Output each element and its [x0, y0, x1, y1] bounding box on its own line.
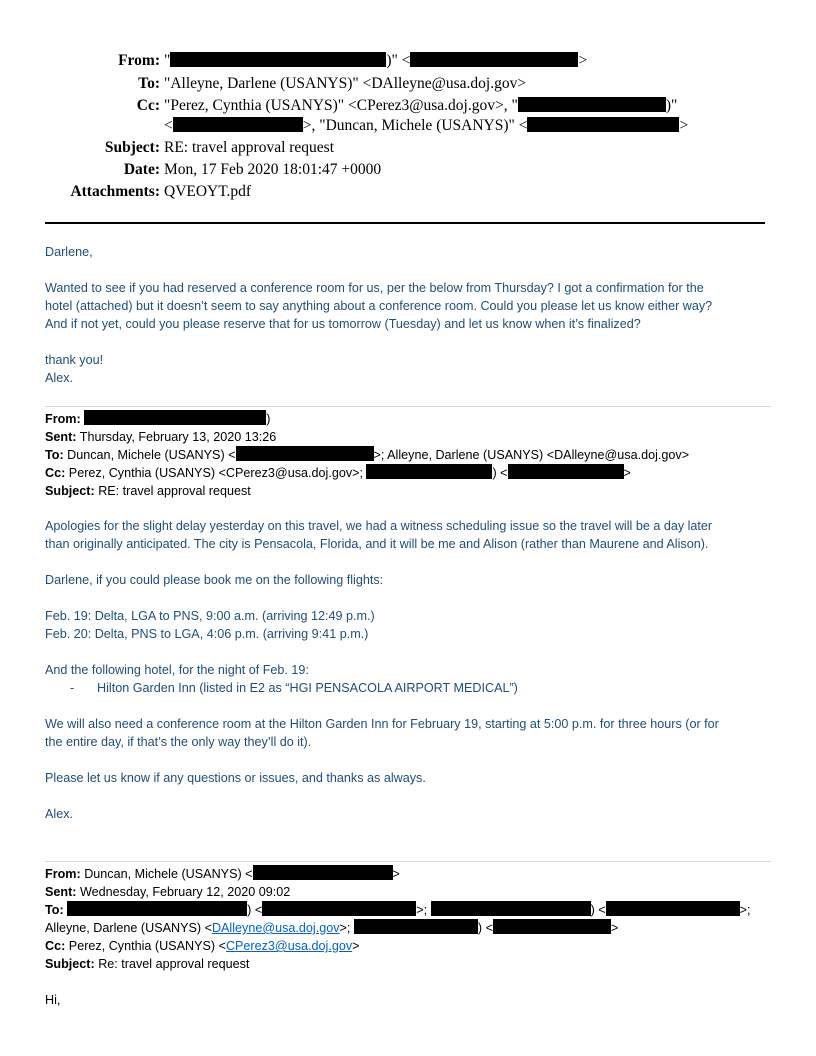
message2-cc-prefix: Perez, Cynthia (USANYS) <CPerez3@usa.doj.gov>; — [68, 466, 363, 480]
message2-to-prefix: Duncan, Michele (USANYS) < — [67, 448, 236, 462]
redaction-box — [508, 464, 624, 479]
message1-thanks: thank you! — [45, 353, 104, 367]
message2-para4-line2: the entire day, if that’s the only way they’ll do it). — [45, 735, 312, 749]
message3-sent-row — [45, 883, 290, 901]
message2-subject-row — [45, 482, 251, 500]
message2-para1-line2: than originally anticipated. The city is Pensacola, Florida, and it will be me and Alison (rather than Maurene and Alison). — [45, 537, 709, 551]
bullet-dash: - — [70, 681, 75, 695]
attachment-file[interactable]: QVEOYT.pdf — [164, 183, 252, 200]
message2-sent-label: Sent: — [45, 430, 77, 444]
message1-body-line3: And if not yet, could you please reserve that for us tomorrow (Tuesday) and let us know when it’s finalized? — [45, 317, 641, 331]
message3-cc-row: Cc: Perez, Cynthia (USANYS) <CPerez3@usa.doj.gov> — [45, 939, 360, 953]
cc-value-line2: < >, "Duncan, Michele (USANYS)" < > — [164, 117, 689, 134]
message2-from-row: From: ) — [45, 412, 271, 426]
message2-to-suffix: >; Alleyne, Darlene (USANYS) <DAlleyne@usa.doj.gov> — [373, 448, 690, 462]
from-value: " )" < > — [164, 52, 588, 69]
message2-to-row — [45, 446, 689, 464]
message1-body-line1: Wanted to see if you had reserved a conference room for us, per the below from Thursday? I got a confirmation for the — [45, 281, 704, 295]
message2-para4-line1: We will also need a conference room at the Hilton Garden Inn for February 19, starting at 5:00 p.m. for three hours (or for — [45, 717, 719, 731]
from-label: From: — [118, 52, 160, 69]
redaction-box — [410, 52, 578, 67]
message2-from-label: From: — [45, 412, 81, 426]
message3-to-row: To: ) < >; ) < >; — [45, 903, 751, 917]
cc-value-line1: "Perez, Cynthia (USANYS)" <CPerez3@usa.doj.gov>, " )" — [164, 97, 678, 114]
quote-divider — [45, 861, 771, 862]
message2-subject-label: Subject: — [45, 484, 95, 498]
message1-greeting: Darlene, — [45, 245, 93, 259]
attachments-label: Attachments: — [70, 183, 160, 200]
message3-from-row: From: Duncan, Michele (USANYS) < > — [45, 867, 400, 881]
date-value: Mon, 17 Feb 2020 18:01:47 +0000 — [164, 161, 382, 178]
message2-cc-label: Cc: — [45, 466, 66, 480]
redaction-box — [606, 901, 740, 916]
message3-cc-prefix: Perez, Cynthia (USANYS) < — [68, 939, 226, 953]
message2-signoff: Alex. — [45, 807, 73, 821]
redaction-box — [262, 901, 416, 916]
redaction-box — [67, 901, 247, 916]
cc-text-2: , "Duncan, Michele (USANYS)" < — [311, 117, 528, 134]
message3-to-label: To: — [45, 903, 64, 917]
message2-cc-row: Cc: Perez, Cynthia (USANYS) <CPerez3@usa.doj.gov>; ) < > — [45, 466, 631, 480]
message2-flight2: Feb. 20: Delta, PNS to LGA, 4:06 p.m. (arriving 9:41 p.m.) — [45, 627, 369, 641]
message2-subject-value: RE: travel approval request — [98, 484, 251, 498]
redaction-box — [84, 410, 266, 425]
message2-sent-row — [45, 428, 276, 446]
message3-to-line2-prefix: Alleyne, Darlene (USANYS) < — [45, 921, 212, 935]
message3-subject-label: Subject: — [45, 957, 95, 971]
message3-subject-value: Re: travel approval request — [98, 957, 250, 971]
message3-to-row-2: Alleyne, Darlene (USANYS) <DAlleyne@usa.doj.gov>; ) < > — [45, 921, 619, 935]
message3-greeting: Hi, — [45, 993, 61, 1007]
redaction-box — [354, 919, 478, 934]
redaction-box — [236, 446, 374, 461]
message2-para1-line1: Apologies for the slight delay yesterday on this travel, we had a witness scheduling issue so the travel will be a day later — [45, 519, 713, 533]
message2-sent-value: Thursday, February 13, 2020 13:26 — [79, 430, 277, 444]
header-divider — [45, 222, 765, 224]
redaction-box — [170, 52, 386, 67]
redaction-box — [431, 901, 591, 916]
to-label: To: — [138, 75, 160, 92]
message2-to-label: To: — [45, 448, 64, 462]
redaction-box — [527, 117, 679, 132]
redaction-box — [173, 117, 303, 132]
email-link-dalleyne[interactable]: DAlleyne@usa.doj.gov — [211, 921, 340, 935]
message1-signoff: Alex. — [45, 371, 73, 385]
message1-body-line2: hotel (attached) but it doesn’t seem to say anything about a conference room. Could you please let us know either way? — [45, 299, 713, 313]
message3-cc-label: Cc: — [45, 939, 66, 953]
message2-flight1: Feb. 19: Delta, LGA to PNS, 9:00 a.m. (arriving 12:49 p.m.) — [45, 609, 375, 623]
date-label: Date: — [123, 161, 160, 178]
redaction-box — [366, 464, 492, 479]
cc-text-1: "Perez, Cynthia (USANYS)" <CPerez3@usa.doj.gov>, " — [164, 97, 518, 114]
message3-from-value: Duncan, Michele (USANYS) < — [84, 867, 253, 881]
message2-para3: And the following hotel, for the night of Feb. 19: — [45, 663, 309, 677]
message3-sent-value: Wednesday, February 12, 2020 09:02 — [79, 885, 291, 899]
message3-sent-label: Sent: — [45, 885, 77, 899]
message2-para5: Please let us know if any questions or issues, and thanks as always. — [45, 771, 426, 785]
to-value: "Alleyne, Darlene (USANYS)" <DAlleyne@usa.doj.gov> — [164, 75, 527, 92]
email-link-cperez3[interactable]: CPerez3@usa.doj.gov — [225, 939, 353, 953]
redaction-box — [253, 865, 393, 880]
redaction-box — [518, 97, 666, 112]
redaction-box — [493, 919, 611, 934]
quote-divider — [45, 406, 771, 407]
subject-value: RE: travel approval request — [164, 139, 335, 156]
message2-hotel: Hilton Garden Inn (listed in E2 as “HGI PENSACOLA AIRPORT MEDICAL”) — [97, 681, 518, 695]
message2-para2: Darlene, if you could please book me on the following flights: — [45, 573, 384, 587]
cc-label: Cc: — [136, 97, 160, 114]
message3-from-label: From: — [45, 867, 81, 881]
message3-subject-row — [45, 955, 249, 973]
subject-label: Subject: — [104, 139, 160, 156]
